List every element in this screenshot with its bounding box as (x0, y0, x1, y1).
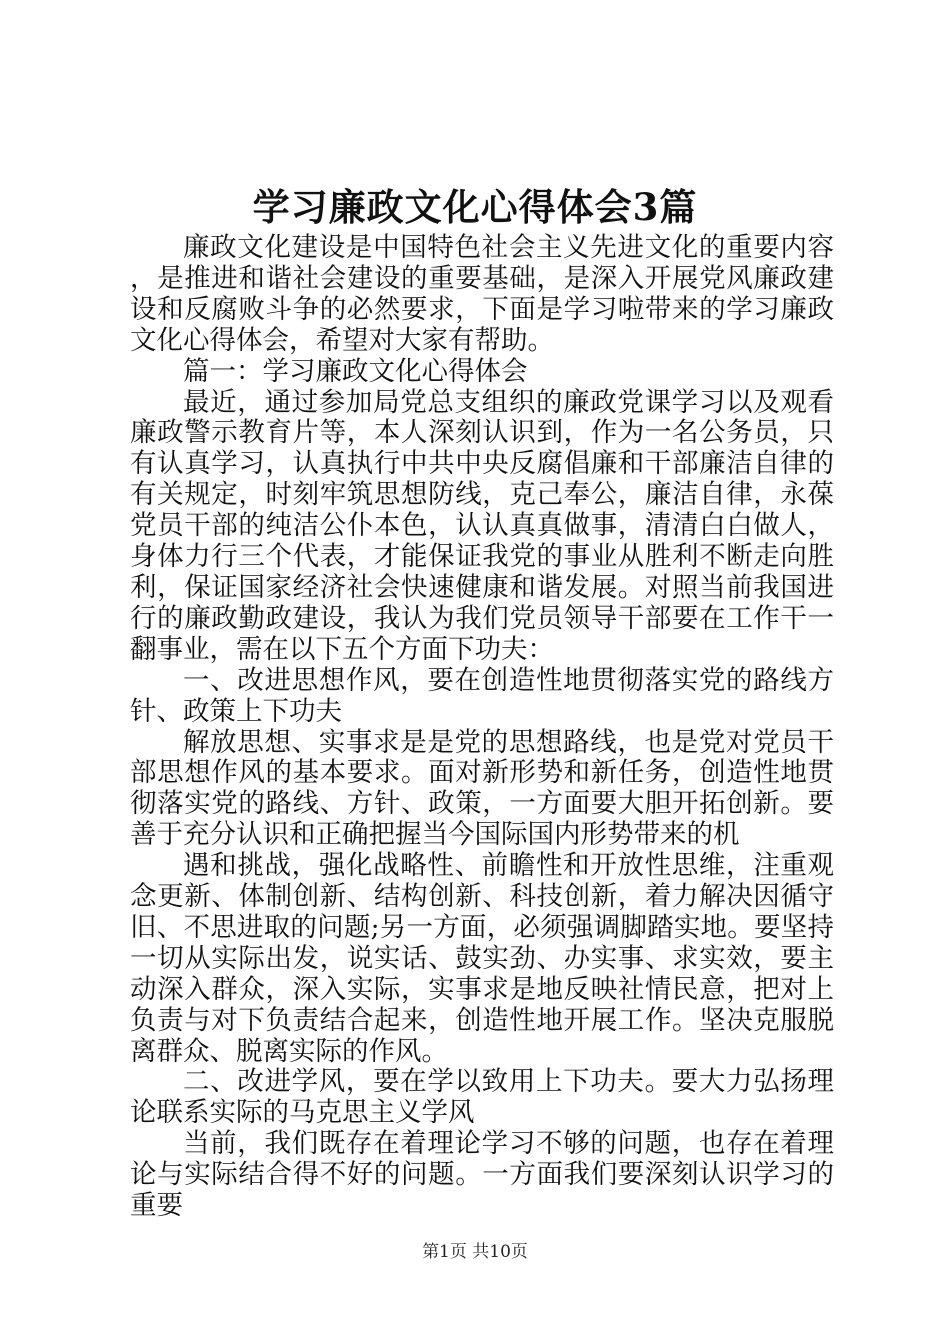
point-heading-1: 一、改进思想作风，要在创造性地贯彻落实党的路线方针、政策上下功夫 (130, 664, 834, 727)
document-title: 学习廉政文化心得体会3篇 (252, 185, 698, 229)
paragraph-intro: 廉政文化建设是中国特色社会主义先进文化的重要内容，是推进和谐社会建设的重要基础，是深入开展党风廉政建设和反腐败斗争的必然要求，下面是学习啦带来的学习廉政文化心得体会，希望对大家有帮助。 (130, 232, 834, 356)
document-body (130, 233, 834, 1222)
paragraph: 最近，通过参加局党总支组织的廉政党课学习以及观看廉政警示教育片等，本人深刻认识到，作为一名公务员，只有认真学习，认真执行中共中央反腐倡廉和干部廉洁自律的有关规定，时刻牢筑思想防线，克己奉公，廉洁自律，永葆党员干部的纯洁公仆本色，认认真真做事，清清白白做人，身体力行三个代表，才能保证我党的事业从胜利不断走向胜利，保证国家经济社会快速健康和谐发展。对照当前我国进行的廉政勤政建设，我认为我们党员领导干部要在工作干一翻事业，需在以下五个方面下功夫： (130, 386, 834, 665)
page-indicator: 第1页 共10页 (422, 1242, 528, 1262)
page-footer (0, 1240, 950, 1264)
paragraph: 解放思想、实事求是是党的思想路线，也是党对党员干部思想作风的基本要求。面对新形势和新任务，创造性地贯彻落实党的路线、方针、政策，一方面要大胆开拓创新。要善于充分认识和正确把握当今国际国内形势带来的机 (130, 726, 834, 851)
paragraph: 遇和挑战，强化战略性、前瞻性和开放性思维，注重观念更新、体制创新、结构创新、科技创新，着力解决因循守旧、不思进取的问题;另一方面，必须强调脚踏实地。要坚持一切从实际出发，说实话、鼓实劲、办实事、求实效，要主动深入群众，深入实际，实事求是地反映社情民意，把对上负责与对下负责结合起来，创造性地开展工作。坚决克服脱离群众、脱离实际的作风。 (130, 850, 834, 1067)
section-heading-part-one: 篇一：学习廉政文化心得体会 (183, 355, 528, 387)
point-heading-2: 二、改进学风，要在学以致用上下功夫。要大力弘扬理论联系实际的马克思主义学风 (130, 1066, 834, 1129)
paragraph: 当前，我们既存在着理论学习不够的问题，也存在着理论与实际结合得不好的问题。一方面我们要深刻认识学习的重要 (130, 1128, 834, 1222)
